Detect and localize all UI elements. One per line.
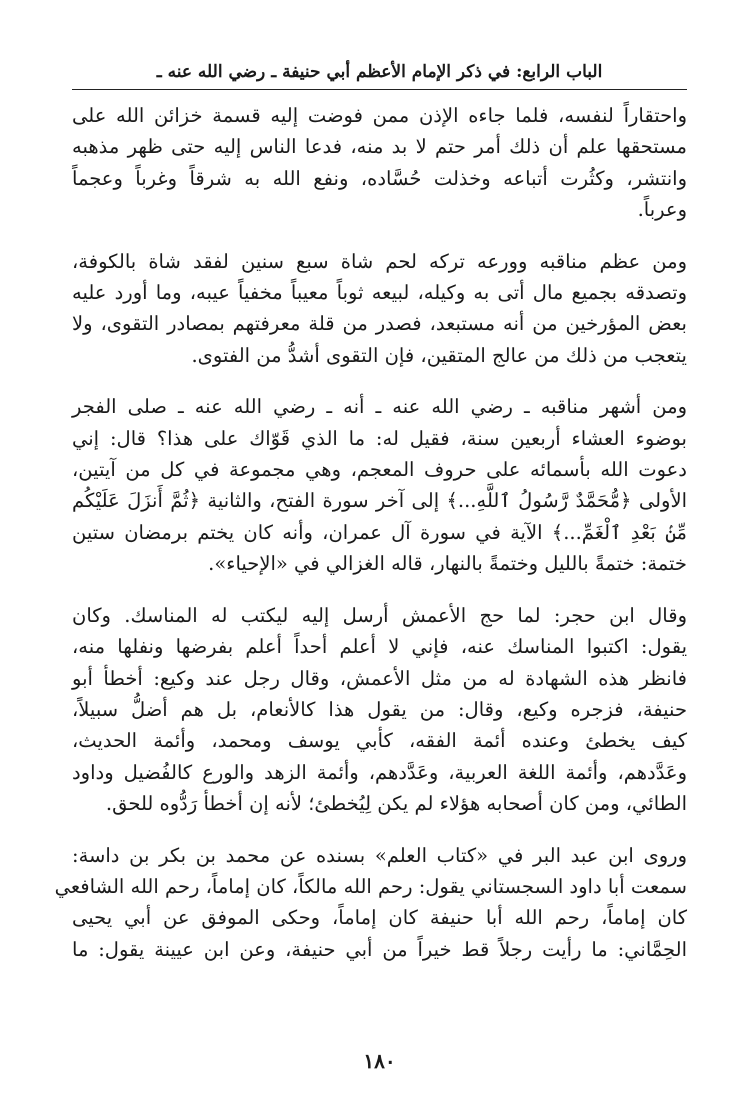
book-page bbox=[54, 0, 687, 1097]
paragraph-1 bbox=[72, 100, 687, 226]
text-line: مِّنۢ بَعْدِ ٱلْغَمِّ...﴾ الآية في سورة آل عمران، وأنه كان يختم برمضان ستين bbox=[72, 520, 687, 544]
paragraph-5 bbox=[54, 840, 687, 966]
text-line: واحتقاراً لنفسه، فلما جاءه الإذن ممن فوضت إليه قسمة خزائن الله على bbox=[72, 104, 687, 127]
header-rule bbox=[72, 89, 687, 90]
paragraph-4 bbox=[72, 600, 687, 820]
paragraph-3 bbox=[72, 391, 687, 579]
text-line: وروى ابن عبد البر في «كتاب العلم» بسنده عن محمد بن بكر بن داسة: bbox=[72, 843, 687, 867]
text-line: فانظر هذه الشهادة له من مثل الأعمش، وقال رجل عند وكيع: أخطأ أبو bbox=[72, 666, 687, 690]
text-line: بعض المؤرخين من أنه مستبعد، فصدر من قلة معرفتهم بمصادر التقوى، ولا bbox=[72, 312, 687, 336]
text-line: ومن عظم مناقبه وورعه تركه لحم شاة سبع سنين لفقد شاة بالكوفة، bbox=[72, 249, 687, 273]
running-header: الباب الرابع: في ذكر الإمام الأعظم أبي حنيفة ـ رضي الله عنه ـ bbox=[156, 62, 603, 82]
body-text bbox=[54, 100, 687, 965]
text-line: الحِمَّاني: ما رأيت رجلاً قط خيراً من أبي حنيفة، وعن ابن عيينة يقول: ما bbox=[72, 937, 687, 961]
text-line: وعرباً. bbox=[637, 198, 687, 222]
text-line: حنيفة، فزجره وكيع، وقال: من يقول هذا كالأنعام، بل هم أضلُّ سبيلاً، bbox=[72, 697, 687, 721]
text-line: ختمة: ختمةً بالليل وختمةً بالنهار، قاله الغزالي في «الإحياء». bbox=[208, 552, 687, 576]
text-line: وقال ابن حجر: لما حج الأعمش أرسل إليه ليكتب له المناسك. وكان bbox=[72, 603, 687, 627]
text-line: بوضوء العشاء أربعين سنة، فقيل له: ما الذي قَوّاك على هذا؟ قال: إني bbox=[72, 426, 687, 450]
text-line: دعوت الله بأسمائه على حروف المعجم، وهي مجموعة في كل من آيتين، bbox=[72, 458, 687, 482]
text-line: مستحقها علم أن ذلك أمر حتم لا بد منه، فدعا الناس إليه حتى ظهر مذهبه bbox=[72, 135, 687, 159]
text-line: كان إماماً، رحم الله أبا حنيفة كان إماماً، وحكى الموفق عن أبي يحيى bbox=[72, 906, 687, 930]
text-line: سمعت أبا داود السجستاني يقول: رحم الله مالكاً، كان إماماً، رحم الله الشافعي bbox=[54, 874, 687, 898]
text-line: ومن أشهر مناقبه ـ رضي الله عنه ـ أنه ـ رضي الله عنه ـ صلى الفجر bbox=[72, 395, 687, 419]
text-line: الأولى ﴿مُّحَمَّدٌ رَّسُولُ ٱللَّهِ...﴾ إلى آخر سورة الفتح، والثانية ﴿ثُمَّ أَنزَلَ عَلَيْكُم bbox=[72, 489, 687, 513]
text-line: الطائي، ومن كان أصحابه هؤلاء لم يكن لِيُخطئ؛ لأنه إن أخطأ رَدُّوه للحق. bbox=[105, 792, 687, 816]
text-line: وعَدَّدهم، وأئمة اللغة العربية، وعَدَّدهم، وأئمة الزهد والورع كالفُضيل وداود bbox=[72, 760, 687, 784]
text-line: كيف يخطئ وعنده أئمة الفقه، كأبي يوسف ومحمد، وأئمة الحديث، bbox=[72, 729, 687, 753]
paragraph-2 bbox=[72, 246, 687, 372]
page-number: ١٨٠ bbox=[363, 1049, 396, 1073]
text-line: وانتشر، وكثُرت أتباعه وخذلت حُسَّاده، ونفع الله به شرقاً وغرباً وعجماً bbox=[72, 166, 687, 190]
text-line: وتصدقه بجميع مال أتى به وكيله، لبيعه ثوباً معيباً مخفياً عيبه، وما أورد عليه bbox=[72, 281, 687, 305]
text-line: يتعجب من ذلك من عالج المتقين، فإن التقوى أشدُّ من الفتوى. bbox=[191, 343, 687, 367]
text-line: يقول: اكتبوا المناسك عنه، فإني لا أعلم أحداً أعلم بفرضها ونفلها منه، bbox=[72, 635, 687, 659]
